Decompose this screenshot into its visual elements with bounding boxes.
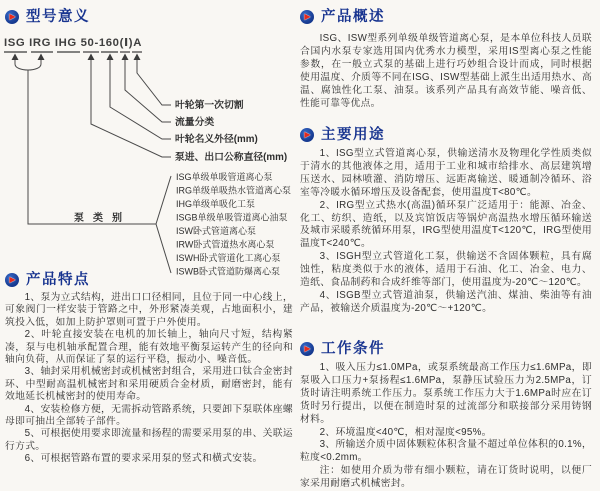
pump-type-isg: ISG单级单吸管道离心泵 [176,172,273,182]
pump-type-irw: IRW卧式管道热水离心泵 [176,239,275,250]
play-icon: ▶ [5,10,19,24]
feature-item-4: 4、安装检修方便，无需拆动管路系统，只要卸下泵联体座螺母即可抽出全部转子部件。 [5,403,293,428]
feature-item-1: 1、泵为立式结构，进出口口径相同，且位于同一中心线上，可象阀门一样安装于管路之中，外形紧凑美观，占地面积小，建筑投入低，如加上防护罩则可置于户外使用。 [5,292,293,328]
condition-item-2: 2、环境温度<40℃，相对湿度<95%。 [319,426,492,438]
model-arrows [12,54,141,61]
condition-item-1: 1、吸入压力≤1.0MPa，或泵系统最高工作压力≤1.6MPa，即泵吸入口压力+泵扬程≤1.6MPa，泵静压试验压力为2.5MPa，订货时请注明系统工作压力。泵系统工作压力大于1.6MPa时应在订货时另行提出，以便在制造时泵的过流部分和联接部分采用铸钢材料。 [300,362,592,425]
callout-flow-class: 流量分类 [175,117,215,128]
section-title-conditions: 工作条件 [321,340,385,357]
section-title-overview: 产品概述 [321,8,385,25]
model-diagram [4,33,296,283]
feature-item-5: 5、可根据使用要求即流量和扬程的需要采用泵的串、关联运行方式。 [5,428,293,452]
features-text [5,292,293,466]
conditions-text [300,362,592,491]
play-icon: ▶ [300,342,314,356]
section-title-model-meaning: 型号意义 [26,8,90,25]
section-header-conditions [300,340,385,358]
section-header-overview [300,8,385,26]
feature-item-2: 2、叶轮直接安装在电机的加长轴上，轴向尺寸短，结构紧凑，泵与电机轴承配置合理，能有效地平衡泵运转产生的径向和轴向负荷，从而保证了泵的运行平稳，振动小、噪音低。 [5,329,293,366]
pump-type-iswb: ISWB卧式管道防爆离心泵 [176,266,281,277]
condition-item-3: 3、所输送介质中固体颗粒体积含量不超过单位体积的0.1%，粒度<0.2mm。 [300,439,592,464]
condition-note: 注：如使用介质为带有细小颗粒，请在订货时说明，以便厂家采用耐磨式机械密封。 [300,465,592,490]
usage-item-1: 1、ISG型立式管道离心泵，供输送清水及物理化学性质类似于清水的其他液体之用，适用于工业和城市给排水、高层建筑增压送水、园林喷灌、消防增压、远距离输送、暖通制冷循环、浴室等冷暖水循环增压及设备配套，使用温度T<80℃。 [300,148,592,198]
pump-type-iswh: ISWH卧式管道化工离心泵 [176,253,281,263]
callout-impeller-cut: 叶轮第一次切割 [175,100,244,111]
play-icon: ▶ [300,10,314,24]
play-icon: ▶ [300,128,314,142]
play-icon: ▶ [5,273,19,287]
section-header-features [5,271,90,289]
usage-text [300,148,592,316]
pump-type-ihg: IHG单级单吸化工泵 [176,199,256,209]
callout-impeller-dia: 叶轮名义外径(mm) [175,134,258,145]
pump-category-label: 泵类别 [74,213,131,224]
callout-port-dia: 泵进、出口公称直径(mm) [175,152,288,163]
pump-type-isgb: ISGB单级单吸管道离心油泵 [176,212,288,223]
section-title-features: 产品特点 [26,271,90,288]
section-header-usage [300,126,385,144]
feature-item-3: 3、轴封采用机械密封或机械密封组合，采用进口钛合金密封环、中型耐高温机械密封和采用硬质合金材质，耐磨密封，能有效地延长机械密封的使用寿命。 [5,366,293,403]
feature-item-6: 6、可根据管路布置的要求采用泵的竖式和横式安装。 [24,453,263,465]
pump-type-irg: IRG单级单吸热水管道离心泵 [176,185,292,196]
overview-text [300,33,592,110]
pump-type-isw: ISW卧式管道离心泵 [176,226,256,236]
section-title-usage: 主要用途 [321,126,385,143]
usage-item-3: 3、ISGH型立式管道化工泵，供输送不含固体颗粒，具有腐蚀性，粘度类似于水的液体，适用于石油、化工、冶金、电力、造纸、食品制药和合成纤维等部门，使用温度为-20℃～120℃。 [300,251,592,289]
section-header-model-meaning [5,8,90,26]
diagram-connectors [15,60,171,273]
overview-paragraph: ISG、ISW型系列单级单级管道离心泵，是本单位科技人员联合国内水泵专家选用国内优秀水力模型，采用IS型离心泵之性能参数，在一般立式泵的基础上进行巧妙组合设计而成，同时根据使用温度、介质等不同在ISG、ISW型基础上派生出适用热水、高温、腐蚀性化工泵、油泵。该系列产品具有高效节能、噪音低、性能可靠等优点。 [300,33,592,109]
usage-item-4: 4、ISGB型立式管道油泵，供输送汽油、煤油、柴油等有油产品，被输送介质温度为-20℃～+120℃。 [300,289,592,314]
model-code: ISG IRG IHG 50-160(Ⅰ)A [4,37,142,49]
usage-item-2: 2、IRG型立式热水(高温)循环泵广泛适用于：能源、冶金、化工、纺织、造纸，以及宾馆饭店等锅炉高温热水增压循环输送及城市采暖系统循环用泵，IRG型使用温度T<120℃，IRG型使用温度T<240℃。 [300,199,592,250]
